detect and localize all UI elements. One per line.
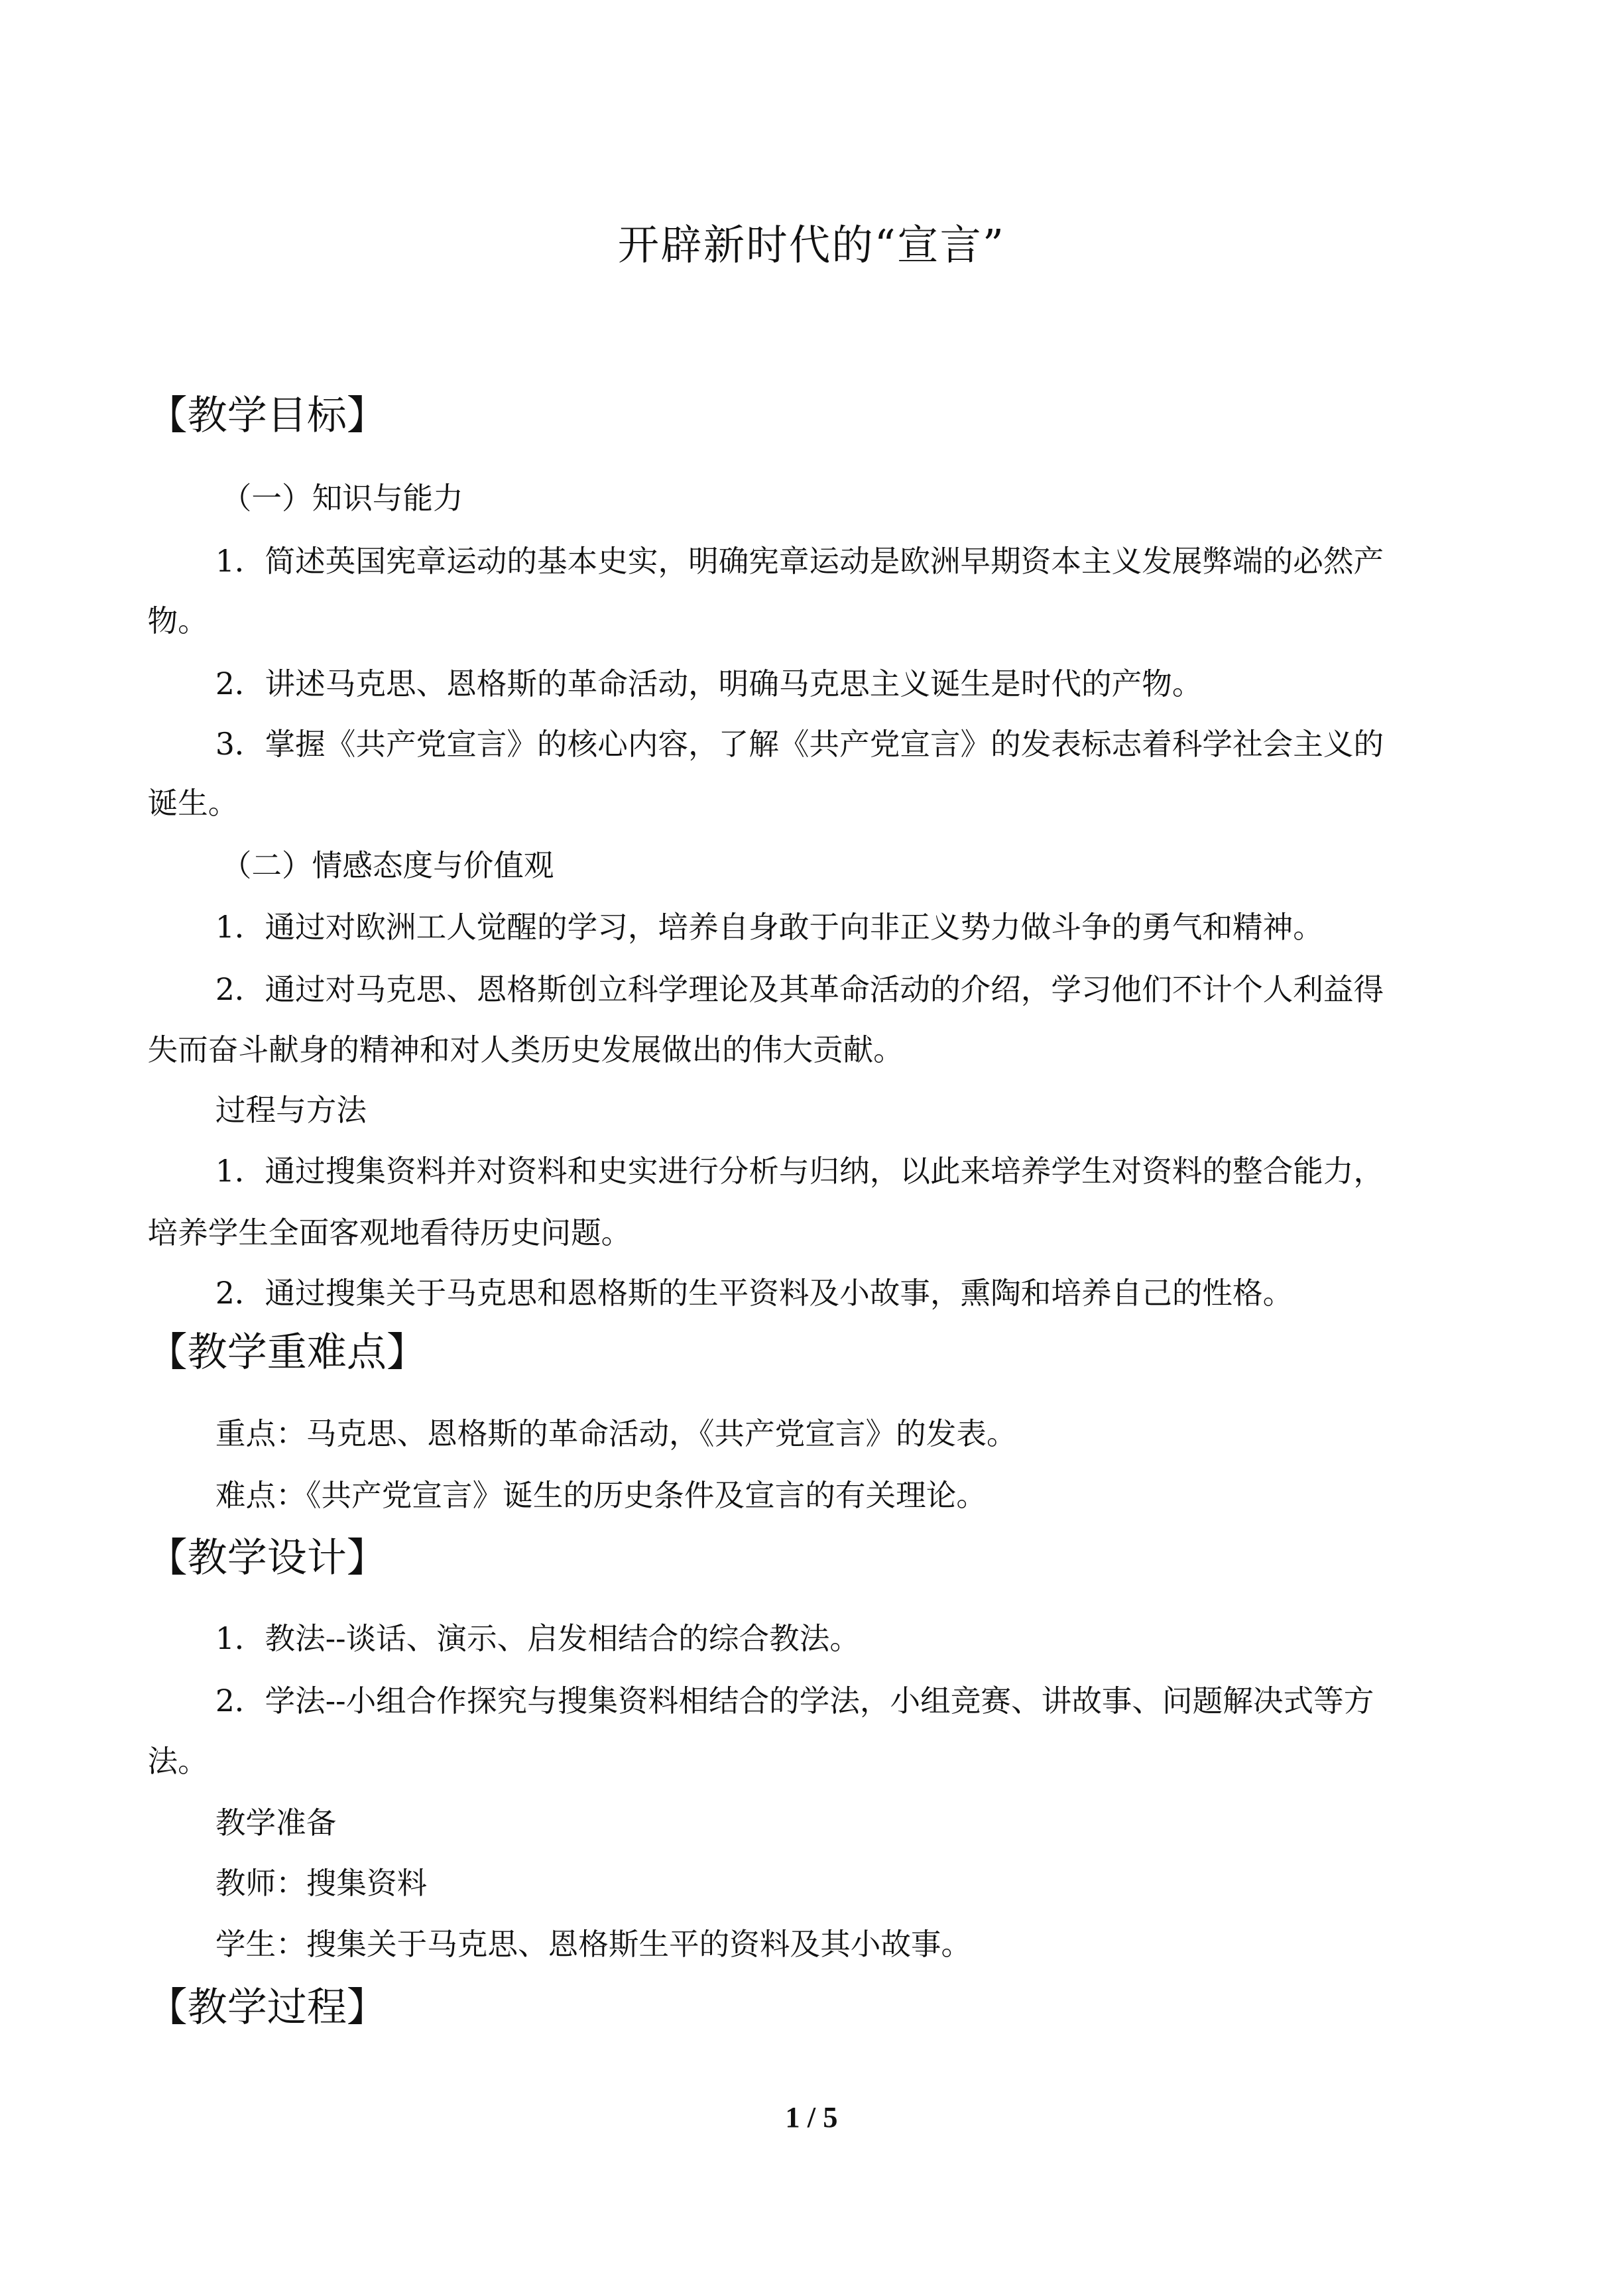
subheading-process-method: 过程与方法	[215, 1093, 367, 1128]
paragraph-line: 失而奋斗献身的精神和对人类历史发展做出的伟大贡献。	[147, 1032, 904, 1068]
paragraph-line: 物。	[147, 603, 208, 638]
page-number: 1 / 5	[785, 2100, 838, 2134]
section-heading-process: 【教学过程】	[147, 1984, 387, 2031]
paragraph-line: 法。	[147, 1743, 208, 1779]
document-title: 开辟新时代的“宣言”	[617, 220, 1006, 269]
paragraph-line: 1．通过搜集资料并对资料和史实进行分析与归纳，以此来培养学生对资料的整合能力，	[215, 1153, 1384, 1189]
paragraph-line: 2．通过搜集关于马克思和恩格斯的生平资料及小故事，熏陶和培养自己的性格。	[215, 1276, 1293, 1311]
paragraph-line: 2．讲述马克思、恩格斯的革命活动，明确马克思主义诞生是时代的产物。	[215, 666, 1203, 702]
subheading-preparation: 教学准备	[215, 1805, 337, 1841]
section-heading-design: 【教学设计】	[147, 1534, 387, 1581]
paragraph-line: 1．通过对欧洲工人觉醒的学习，培养自身敢于向非正义势力做斗争的勇气和精神。	[215, 910, 1323, 945]
section-heading-objectives: 【教学目标】	[147, 393, 387, 440]
section-heading-key-points: 【教学重难点】	[147, 1329, 427, 1376]
paragraph-line: 难点：《共产党宣言》诞生的历史条件及宣言的有关理论。	[215, 1478, 987, 1514]
paragraph-line: 2．学法--小组合作探究与搜集资料相结合的学法，小组竞赛、讲故事、问题解决式等方	[215, 1683, 1374, 1719]
paragraph-line: 3．掌握《共产党宣言》的核心内容，了解《共产党宣言》的发表标志着科学社会主义的	[215, 727, 1384, 762]
paragraph-line: 诞生。	[147, 786, 239, 821]
paragraph-line: 教师：搜集资料	[215, 1866, 428, 1902]
paragraph-line: 1．简述英国宪章运动的基本史实，明确宪章运动是欧洲早期资本主义发展弊端的必然产	[215, 544, 1384, 579]
paragraph-line: 培养学生全面客观地看待历史问题。	[147, 1215, 632, 1251]
paragraph-line: 重点：马克思、恩格斯的革命活动，《共产党宣言》的发表。	[215, 1416, 1017, 1451]
subheading-attitude-values: （二）情感态度与价值观	[221, 847, 554, 883]
paragraph-line: 2．通过对马克思、恩格斯创立科学理论及其革命活动的介绍，学习他们不计个人利益得	[215, 971, 1384, 1007]
paragraph-line: 1．教法--谈话、演示、启发相结合的综合教法。	[215, 1621, 860, 1657]
paragraph-line: 学生：搜集关于马克思、恩格斯生平的资料及其小故事。	[215, 1926, 972, 1962]
subheading-knowledge-ability: （一）知识与能力	[221, 480, 463, 516]
